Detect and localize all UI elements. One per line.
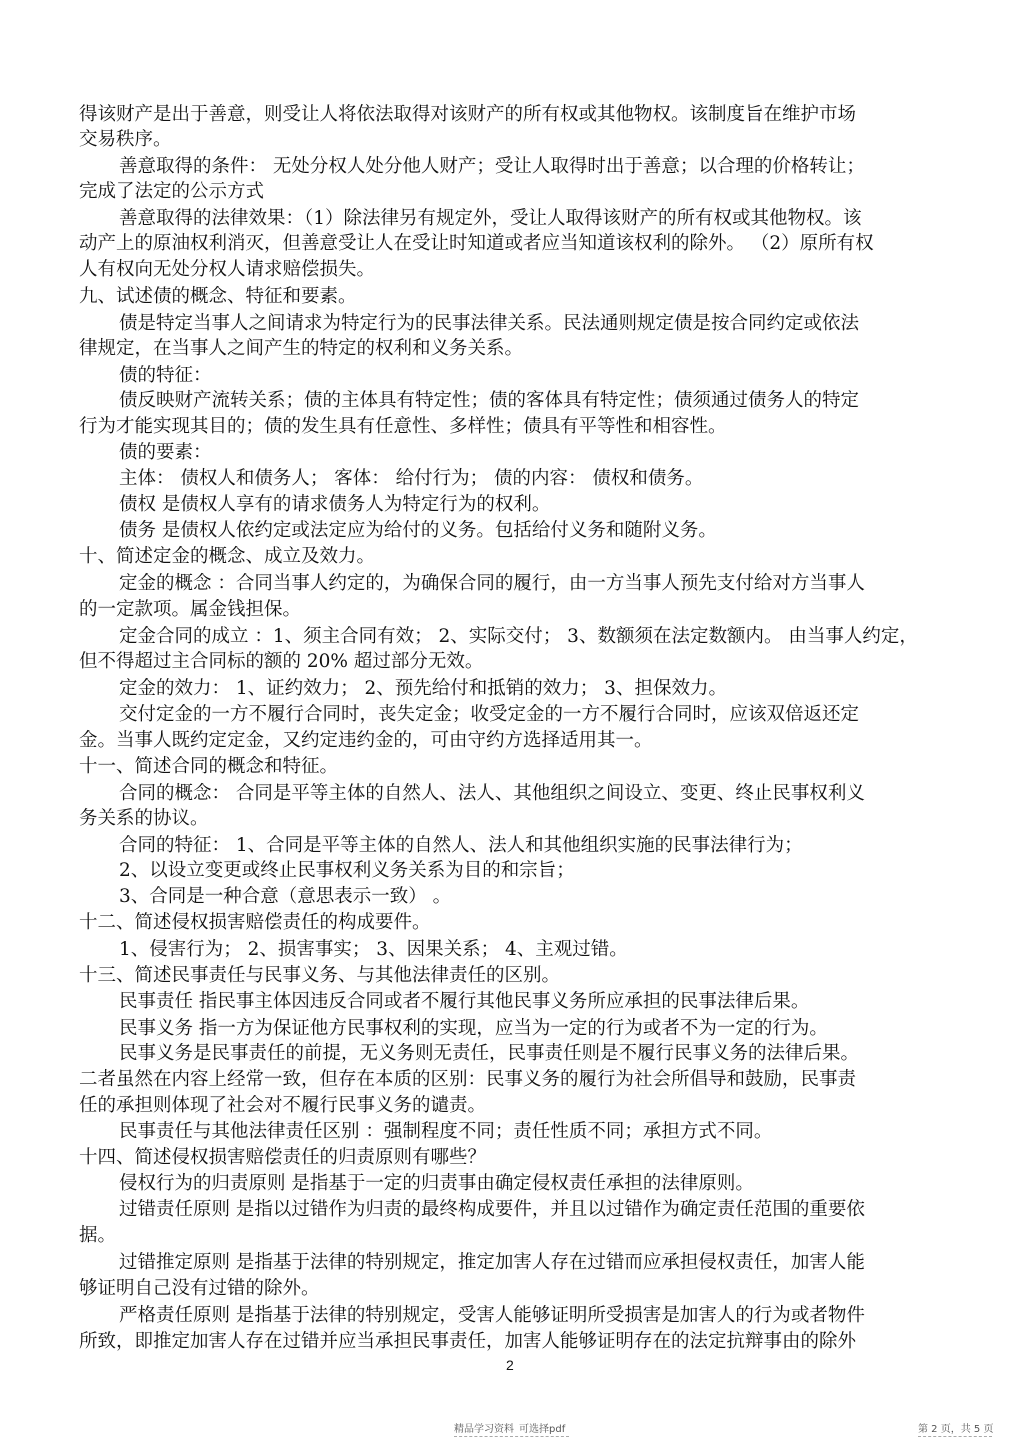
text-line: 合同的特征： 1、合同是平等主体的自然人、法人和其他组织实施的民事法律行为； xyxy=(119,835,803,856)
text-line: 严格责任原则 是指基于法律的特别规定，受害人能够证明所受损害是加害人的行为或者物件 xyxy=(119,1305,865,1326)
text-line: 债是特定当事人之间请求为特定行为的民事法律关系。民法通则规定债是按合同约定或依法 xyxy=(119,313,860,334)
text-line: 定金的效力： 1、证约效力； 2、预先给付和抵销的效力； 3、担保效力。 xyxy=(119,678,727,699)
text-line: 主体： 债权人和债务人； 客体： 给付行为； 债的内容： 债权和债务。 xyxy=(119,468,704,489)
text-line: 债的要素： xyxy=(119,442,212,463)
footer-divider-center xyxy=(454,1436,569,1437)
text-line: 过错推定原则 是指基于法律的特别规定，推定加害人存在过错而应承担侵权责任，加害人能 xyxy=(119,1252,865,1273)
text-line: 债权 是债权人享有的请求债务人为特定行为的权利。 xyxy=(119,494,551,515)
text-line: 所致，即推定加害人存在过错并应当承担民事责任，加害人能够证明存在的法定抗辩事由的除外 xyxy=(79,1331,857,1352)
text-line: 的一定款项。属金钱担保。 xyxy=(79,599,302,620)
text-line: 律规定，在当事人之间产生的特定的权利和义务关系。 xyxy=(79,338,524,359)
text-line: 九、试述债的概念、特征和要素。 xyxy=(79,286,357,307)
text-line: 民事责任与其他法律责任区别 ：强制程度不同；责任性质不同；承担方式不同。 xyxy=(119,1121,773,1142)
text-line: 善意取得的条件： 无处分权人处分他人财产；受让人取得时出于善意；以合理的价格转让； xyxy=(119,156,865,177)
text-line: 交付定金的一方不履行合同时，丧失定金；收受定金的一方不履行合同时，应该双倍返还定 xyxy=(119,704,860,725)
text-line: 但不得超过主合同标的额的 20% 超过部分无效。 xyxy=(79,651,484,672)
text-line: 金。当事人既约定定金，又约定违约金的，可由守约方选择适用其一。 xyxy=(79,730,653,751)
text-line: 十四、简述侵权损害赔偿责任的归责原则有哪些？ xyxy=(79,1147,487,1168)
text-line: 债务 是债权人依约定或法定应为给付的义务。包括给付义务和随附义务。 xyxy=(119,520,717,541)
footer-text-pdf: 可选择pdf xyxy=(519,1424,566,1435)
text-line: 得该财产是出于善意，则受让人将依法取得对该财产的所有权或其他物权。该制度旨在维护市场 xyxy=(79,104,857,125)
text-line: 人有权向无处分权人请求赔偿损失。 xyxy=(79,259,376,280)
text-line: 务关系的协议。 xyxy=(79,808,209,829)
text-line: 动产上的原油权利消灭，但善意受让人在受让时知道或者应当知道该权利的除外。 （2）原所有权 xyxy=(79,233,874,254)
text-line: 1、侵害行为； 2、损害事实； 3、因果关系； 4、主观过错。 xyxy=(119,939,628,960)
page-number: 2 xyxy=(506,1357,514,1373)
text-line: 善意取得的法律效果：（1）除法律另有规定外，受让人取得该财产的所有权或其他物权。该 xyxy=(119,208,862,229)
text-line: 民事义务 指一方为保证他方民事权利的实现，应当为一定的行为或者不为一定的行为。 xyxy=(119,1018,828,1039)
text-line: 3、合同是一种合意（意思表示一致） 。 xyxy=(119,886,452,907)
text-line: 完成了法定的公示方式 xyxy=(79,181,265,202)
text-line: 够证明自己没有过错的除外。 xyxy=(79,1278,320,1299)
text-line: 十、简述定金的概念、成立及效力。 xyxy=(79,546,376,567)
text-line: 任的承担则体现了社会对不履行民事义务的谴责。 xyxy=(79,1095,487,1116)
text-line: 过错责任原则 是指以过错作为归责的最终构成要件，并且以过错作为确定责任范围的重要依 xyxy=(119,1199,865,1220)
text-line: 十一、简述合同的概念和特征。 xyxy=(79,756,339,777)
text-line: 合同的概念： 合同是平等主体的自然人、法人、其他组织之间设立、变更、终止民事权利义 xyxy=(119,783,865,804)
text-line: 定金的概念 ：合同当事人约定的，为确保合同的履行，由一方当事人预先支付给对方当事人 xyxy=(119,573,865,594)
footer-text-study: 精品学习资料 xyxy=(454,1424,514,1435)
text-line: 二者虽然在内容上经常一致，但存在本质的区别：民事义务的履行为社会所倡导和鼓励，民事责 xyxy=(79,1069,857,1090)
text-line: 民事义务是民事责任的前提，无义务则无责任，民事责任则是不履行民事义务的法律后果。 xyxy=(119,1043,860,1064)
text-line: 民事责任 指民事主体因违反合同或者不履行其他民事义务所应承担的民事法律后果。 xyxy=(119,991,810,1012)
text-line: 债反映财产流转关系；债的主体具有特定性；债的客体具有特定性；债须通过债务人的特定 xyxy=(119,390,860,411)
text-line: 2、以设立变更或终止民事权利义务关系为目的和宗旨； xyxy=(119,860,575,881)
footer-page-info: 第 2 页，共 5 页 xyxy=(918,1424,994,1435)
text-line: 交易秩序。 xyxy=(79,129,172,150)
text-line: 十三、简述民事责任与民事义务、与其他法律责任的区别。 xyxy=(79,965,561,986)
text-line: 十二、简述侵权损害赔偿责任的构成要件。 xyxy=(79,912,431,933)
text-line: 债的特征： xyxy=(119,365,212,386)
text-line: 据。 xyxy=(79,1225,117,1246)
text-line: 侵权行为的归责原则 是指基于一定的归责事由确定侵权责任承担的法律原则。 xyxy=(119,1173,754,1194)
text-line: 行为才能实现其目的；债的发生具有任意性、多样性；债具有平等性和相容性。 xyxy=(79,416,727,437)
text-line: 定金合同的成立 ：1、须主合同有效； 2、实际交付； 3、数额须在法定数额内。 由当事人约定， xyxy=(119,626,918,647)
footer-divider-right xyxy=(918,1436,992,1437)
